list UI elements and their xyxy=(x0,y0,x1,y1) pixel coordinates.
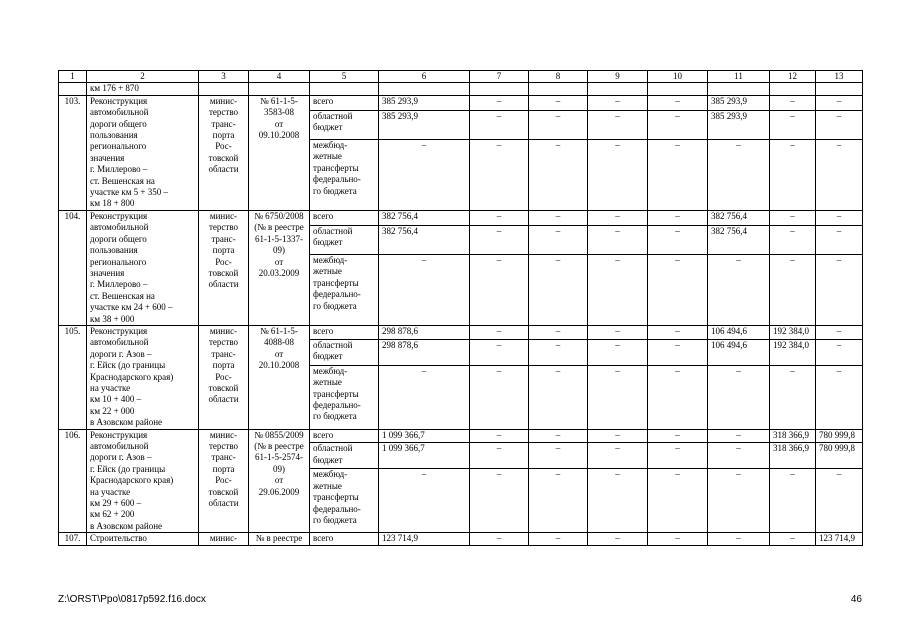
amount-cell: 385 293,9 xyxy=(708,110,770,139)
amount-cell: – xyxy=(470,339,529,365)
amount-cell: – xyxy=(588,95,648,110)
amount-cell: – xyxy=(648,365,708,429)
amount-cell: – xyxy=(470,443,529,469)
funding-source: областной бюджет xyxy=(310,226,379,255)
object-name: Реконструкция автомобильной дороги г. Азов – г. Ейск (до границы Краснодарского края) на участке км 29 + 600 – км 62 + 200 в Азовском районе xyxy=(87,429,199,533)
amount-cell: – xyxy=(648,339,708,365)
column-number-9: 9 xyxy=(588,71,648,83)
customer-org: минис- терство транс- порта Рос- товской области xyxy=(199,325,249,429)
amount-cell: – xyxy=(648,533,708,545)
amount-cell: 123 714,9 xyxy=(816,533,863,545)
amount-cell: – xyxy=(588,443,648,469)
amount-cell: – xyxy=(588,429,648,443)
funding-source: межбюд- жетные трансферты федерально- го бюджета xyxy=(310,255,379,326)
funding-source: областной бюджет xyxy=(310,339,379,365)
funding-source: всего xyxy=(310,325,379,339)
row-number: 106. xyxy=(59,429,87,533)
amount-cell: – xyxy=(708,140,770,211)
amount-cell: – xyxy=(648,95,708,110)
column-number-row xyxy=(59,71,863,83)
amount-cell: – xyxy=(379,255,470,326)
object-name: Реконструкция автомобильной дороги общего пользования регионального значения г. Миллерово – ст. Вешенская на участке км 5 + 350 – км 18 + 800 xyxy=(87,95,199,210)
column-number-7: 7 xyxy=(470,71,529,83)
amount-cell: – xyxy=(648,210,708,225)
amount-cell: – xyxy=(816,469,863,533)
customer-org: минис- терство транс- порта Рос- товской области xyxy=(199,95,249,210)
row-number: 103. xyxy=(59,95,87,210)
amount-cell: – xyxy=(816,339,863,365)
column-number-5: 5 xyxy=(310,71,379,83)
amount-cell: – xyxy=(816,255,863,326)
file-path: Z:\ORST\Ppo\0817p592.f16.docx xyxy=(58,594,206,605)
amount-cell: – xyxy=(588,255,648,326)
amount-cell: 298 878,6 xyxy=(379,325,470,339)
amount-cell: – xyxy=(770,255,816,326)
amount-cell: 318 366,9 xyxy=(770,443,816,469)
amount-cell: 385 293,9 xyxy=(379,110,470,139)
funding-source: областной бюджет xyxy=(310,110,379,139)
amount-cell: – xyxy=(770,226,816,255)
amount-cell: – xyxy=(816,210,863,225)
amount-cell: – xyxy=(529,365,588,429)
amount-cell: – xyxy=(588,365,648,429)
amount-cell: – xyxy=(470,533,529,545)
amount-cell: – xyxy=(529,210,588,225)
amount-cell: – xyxy=(770,210,816,225)
table-row xyxy=(59,429,863,443)
column-number-8: 8 xyxy=(529,71,588,83)
column-number-6: 6 xyxy=(379,71,470,83)
amount-cell: – xyxy=(816,140,863,211)
amount-cell: 106 494,6 xyxy=(708,339,770,365)
amount-cell: – xyxy=(648,429,708,443)
amount-cell: – xyxy=(529,339,588,365)
amount-cell: – xyxy=(588,140,648,211)
object-name: Реконструкция автомобильной дороги г. Азов – г. Ейск (до границы Краснодарского края) на участке км 10 + 400 – км 22 + 000 в Азовском районе xyxy=(87,325,199,429)
customer-org: минис- терство транс- порта Рос- товской области xyxy=(199,210,249,325)
amount-cell: – xyxy=(770,140,816,211)
funding-source: всего xyxy=(310,429,379,443)
amount-cell: – xyxy=(529,226,588,255)
table-row xyxy=(59,325,863,339)
amount-cell: 192 384,0 xyxy=(770,325,816,339)
amount-cell: – xyxy=(470,365,529,429)
column-number-3: 3 xyxy=(199,71,249,83)
amount-cell: 192 384,0 xyxy=(770,339,816,365)
column-number-1: 1 xyxy=(59,71,87,83)
amount-cell: – xyxy=(648,140,708,211)
amount-cell: 385 293,9 xyxy=(708,95,770,110)
funding-source: всего xyxy=(310,95,379,110)
column-number-10: 10 xyxy=(648,71,708,83)
amount-cell: – xyxy=(529,469,588,533)
amount-cell: 123 714,9 xyxy=(379,533,470,545)
amount-cell: – xyxy=(816,110,863,139)
amount-cell: – xyxy=(648,469,708,533)
amount-cell: – xyxy=(588,325,648,339)
approval-document: № 61-1-5- 4088-08 от 20.10.2008 xyxy=(249,325,310,429)
funding-source: межбюд- жетные трансферты федерально- го бюджета xyxy=(310,469,379,533)
amount-cell: 382 756,4 xyxy=(379,210,470,225)
customer-org: минис- терство транс- порта Рос- товской области xyxy=(199,429,249,533)
amount-cell: – xyxy=(708,365,770,429)
amount-cell: – xyxy=(470,226,529,255)
continuation-cell: км 176 + 870 xyxy=(87,83,199,95)
amount-cell: – xyxy=(588,210,648,225)
approval-document: № в реестре xyxy=(249,533,310,545)
amount-cell: – xyxy=(529,95,588,110)
table-row xyxy=(59,95,863,110)
amount-cell: – xyxy=(648,325,708,339)
amount-cell: 1 099 366,7 xyxy=(379,443,470,469)
amount-cell: – xyxy=(588,110,648,139)
amount-cell: – xyxy=(708,533,770,545)
amount-cell: – xyxy=(816,226,863,255)
amount-cell: – xyxy=(529,533,588,545)
amount-cell: 106 494,6 xyxy=(708,325,770,339)
amount-cell: – xyxy=(529,110,588,139)
amount-cell: 382 756,4 xyxy=(379,226,470,255)
amount-cell: – xyxy=(379,469,470,533)
amount-cell: – xyxy=(770,365,816,429)
amount-cell: – xyxy=(770,469,816,533)
amount-cell: – xyxy=(648,443,708,469)
amount-cell: – xyxy=(379,365,470,429)
amount-cell: – xyxy=(529,443,588,469)
amount-cell: – xyxy=(648,110,708,139)
amount-cell: 298 878,6 xyxy=(379,339,470,365)
funding-source: всего xyxy=(310,210,379,225)
amount-cell: – xyxy=(770,95,816,110)
funding-source: областной бюджет xyxy=(310,443,379,469)
amount-cell: – xyxy=(588,339,648,365)
customer-org: минис- xyxy=(199,533,249,545)
column-number-2: 2 xyxy=(87,71,199,83)
row-number: 104. xyxy=(59,210,87,325)
program-table xyxy=(58,70,863,546)
object-name: Строительство xyxy=(87,533,199,545)
amount-cell: – xyxy=(470,140,529,211)
table-row xyxy=(59,533,863,545)
funding-source: межбюд- жетные трансферты федерально- го бюджета xyxy=(310,140,379,211)
approval-document: № 6750/2008 (№ в реестре 61-1-5-1337- 09) от 20.03.2009 xyxy=(249,210,310,325)
column-number-12: 12 xyxy=(770,71,816,83)
amount-cell: – xyxy=(816,325,863,339)
amount-cell: – xyxy=(648,226,708,255)
amount-cell: – xyxy=(770,533,816,545)
page-number: 46 xyxy=(850,594,862,605)
amount-cell: 385 293,9 xyxy=(379,95,470,110)
column-number-4: 4 xyxy=(249,71,310,83)
amount-cell: – xyxy=(529,255,588,326)
row-number: 105. xyxy=(59,325,87,429)
amount-cell: – xyxy=(708,469,770,533)
amount-cell: – xyxy=(708,443,770,469)
amount-cell: 780 999,8 xyxy=(816,443,863,469)
funding-source: межбюд- жетные трансферты федерально- го бюджета xyxy=(310,365,379,429)
amount-cell: – xyxy=(470,210,529,225)
amount-cell: 382 756,4 xyxy=(708,210,770,225)
column-number-13: 13 xyxy=(816,71,863,83)
funding-source: всего xyxy=(310,533,379,545)
amount-cell: – xyxy=(816,95,863,110)
approval-document: № 0855/2009 (№ в реестре 61-1-5-2574- 09) от 29.06.2009 xyxy=(249,429,310,533)
continuation-row xyxy=(59,83,863,95)
amount-cell: – xyxy=(379,140,470,211)
amount-cell: – xyxy=(708,429,770,443)
amount-cell: – xyxy=(588,469,648,533)
amount-cell: – xyxy=(470,95,529,110)
amount-cell: 318 366,9 xyxy=(770,429,816,443)
amount-cell: – xyxy=(648,255,708,326)
amount-cell: – xyxy=(588,533,648,545)
amount-cell: – xyxy=(470,325,529,339)
table-row xyxy=(59,210,863,225)
amount-cell: – xyxy=(529,429,588,443)
amount-cell: – xyxy=(529,140,588,211)
object-name: Реконструкция автомобильной дороги общего пользования регионального значения г. Миллерово – ст. Вешенская на участке км 24 + 600 – км 38 + 000 xyxy=(87,210,199,325)
amount-cell: – xyxy=(529,325,588,339)
amount-cell: 780 999,8 xyxy=(816,429,863,443)
amount-cell: – xyxy=(470,429,529,443)
row-number: 107. xyxy=(59,533,87,545)
amount-cell: – xyxy=(770,110,816,139)
amount-cell: – xyxy=(588,226,648,255)
amount-cell: – xyxy=(816,365,863,429)
amount-cell: – xyxy=(708,255,770,326)
column-number-11: 11 xyxy=(708,71,770,83)
amount-cell: 382 756,4 xyxy=(708,226,770,255)
approval-document: № 61-1-5- 3583-08 от 09.10.2008 xyxy=(249,95,310,210)
amount-cell: 1 099 366,7 xyxy=(379,429,470,443)
amount-cell: – xyxy=(470,110,529,139)
amount-cell: – xyxy=(470,469,529,533)
amount-cell: – xyxy=(470,255,529,326)
